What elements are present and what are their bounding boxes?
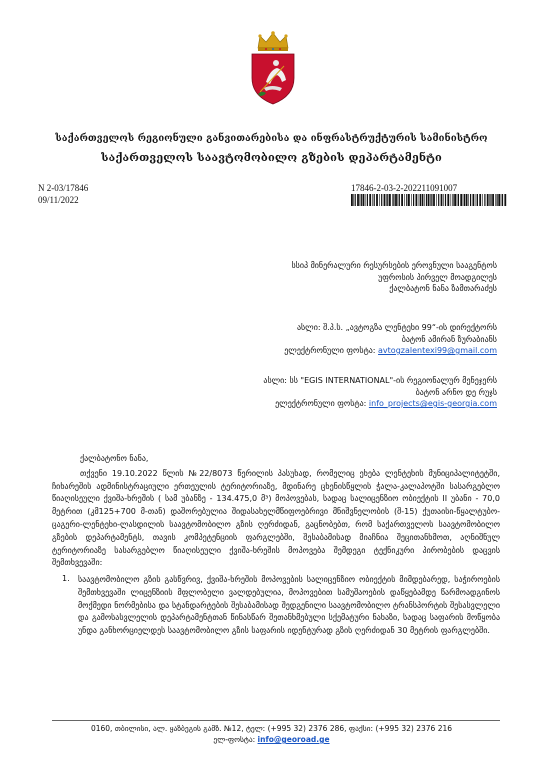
barcode-bar bbox=[443, 194, 444, 206]
barcode-bar bbox=[504, 194, 506, 206]
barcode-bar bbox=[413, 194, 414, 206]
barcode-bar bbox=[420, 194, 421, 206]
barcode-bar bbox=[389, 194, 391, 206]
barcode-bar bbox=[360, 194, 361, 206]
recipient-line: ასლი: სს "EGIS INTERNATIONAL"-ის რეგიონალურ მენეჯერს bbox=[263, 376, 497, 385]
barcode-bar bbox=[468, 194, 469, 206]
barcode-bar bbox=[424, 194, 425, 206]
registry-code: 17846-2-03-2-202211091007 bbox=[351, 183, 458, 193]
barcode-bar bbox=[501, 194, 502, 206]
barcode-bar bbox=[361, 194, 362, 206]
list-item-number: 1. bbox=[62, 574, 70, 583]
barcode-bar bbox=[451, 194, 452, 206]
barcode-bar bbox=[458, 194, 459, 206]
barcode-bar bbox=[395, 194, 397, 206]
barcode-bar bbox=[384, 194, 386, 206]
barcode-bar bbox=[355, 194, 356, 206]
recipient-line: უფროსის პირველ მოადგილეს bbox=[378, 272, 497, 282]
barcode-bar bbox=[386, 194, 387, 206]
barcode-bar bbox=[454, 194, 456, 206]
barcode-bar bbox=[464, 194, 465, 206]
barcode-bar bbox=[487, 194, 489, 206]
barcode-bar bbox=[460, 194, 462, 206]
barcode-bar bbox=[426, 194, 427, 206]
barcode-bar bbox=[357, 194, 359, 206]
footer-email-row bbox=[0, 734, 543, 745]
barcode-bar bbox=[430, 194, 431, 206]
recipient-line: სსიპ მინერალური რესურსების ეროვნული სააგენტოს bbox=[291, 261, 497, 270]
barcode-bar bbox=[392, 194, 393, 206]
barcode-bar bbox=[476, 194, 477, 206]
barcode-bar bbox=[379, 194, 380, 206]
barcode-bar bbox=[436, 194, 437, 206]
recipient-block-main bbox=[291, 260, 497, 295]
shield-icon bbox=[252, 54, 294, 104]
barcode-bar bbox=[431, 194, 432, 206]
barcode-bar bbox=[404, 194, 405, 206]
email-label: ელექტრონული ფოსტა: bbox=[284, 346, 379, 355]
footer bbox=[0, 723, 543, 745]
document-number: N 2-03/17846 bbox=[38, 183, 89, 193]
recipient-line: ბატონ არნო დე რუჯს bbox=[415, 387, 497, 397]
barcode-bar bbox=[428, 194, 430, 206]
barcode-bar bbox=[351, 194, 353, 206]
barcode-bar bbox=[473, 194, 475, 206]
footer-email-link[interactable]: info@georoad.ge bbox=[257, 735, 330, 744]
department-name: საქართველოს საავტომობილო გზების დეპარტამენტი bbox=[101, 151, 442, 164]
barcode-bar bbox=[365, 194, 366, 206]
barcode-bar bbox=[411, 194, 412, 206]
barcode-bar bbox=[363, 194, 365, 206]
barcode-bar bbox=[372, 194, 373, 206]
barcode-bar bbox=[498, 194, 500, 206]
barcode-icon bbox=[351, 194, 507, 206]
barcode-bar bbox=[381, 194, 382, 206]
ministry-name: საქართველოს რეგიონული განვითარებისა და ინფრასტრუქტურის სამინისტრო bbox=[55, 133, 488, 144]
barcode-bar bbox=[484, 194, 485, 206]
footer-email-label: ელ-ფოსტა: bbox=[213, 735, 258, 744]
barcode-bar bbox=[477, 194, 478, 206]
barcode-bar bbox=[495, 194, 496, 206]
salutation: ქალბატონო ნანა, bbox=[80, 454, 149, 463]
barcode-bar bbox=[369, 194, 371, 206]
barcode-bar bbox=[441, 194, 443, 206]
crown-icon bbox=[258, 31, 288, 51]
barcode-bar bbox=[438, 194, 439, 206]
barcode-bar bbox=[490, 194, 491, 206]
barcode-bar bbox=[408, 194, 410, 206]
recipient-block-copy-2 bbox=[263, 375, 497, 410]
email-label: ელექტრონული ფოსტა: bbox=[275, 399, 369, 408]
barcode-bar bbox=[433, 194, 435, 206]
barcode-bar bbox=[416, 194, 418, 206]
barcode-bar bbox=[447, 194, 449, 206]
barcode-bar bbox=[492, 194, 494, 206]
barcode-bar bbox=[422, 194, 424, 206]
recipient-email-link[interactable]: avtogzalentexi99@gmail.com bbox=[378, 346, 497, 355]
document-date: 09/11/2022 bbox=[38, 195, 79, 205]
barcode-bar bbox=[399, 194, 400, 206]
recipient-line: ქალბატონ ნანა ზამთარაძეს bbox=[389, 284, 497, 293]
barcode-bar bbox=[502, 194, 503, 206]
barcode-bar bbox=[479, 194, 481, 206]
recipient-line: ასლი: შ.პ.ს. „ავტოგზა ლენტეხი 99“-ის დირექტორს bbox=[296, 323, 497, 332]
barcode-bar bbox=[393, 194, 394, 206]
recipient-email-link[interactable]: info_projects@egis-georgia.com bbox=[368, 399, 497, 408]
barcode-bar bbox=[445, 194, 446, 206]
barcode-bar bbox=[401, 194, 403, 206]
barcode-bar bbox=[497, 194, 498, 206]
barcode-bar bbox=[353, 194, 354, 206]
footer-divider bbox=[52, 720, 500, 721]
barcode-bar bbox=[489, 194, 490, 206]
body-paragraph: თქვენი 19.10.2022 წლის №22/8073 წერილის პასუხად, რომელიც ეხება ლენტეხის მუნიციპალიტეტში, ჩიხარეშის ადმინისტრაციული ერთეულის ტერიტორიაზე, მდინარე ცხენისწყლის ჭალა-კალაპოტში სასარგებლო წიაღისეული ქვიშა-ხრეშის ( სამ უბანზე - 134.475,0 მ³) მოპოვებას, სადაც სალიცენზიო ობიექტის II უბანი - 70,0 მეტრით (კმ125+700 მ-თან) დაშორებულია შიდასახელმწიფოებრივი მნიშვნელობის (შ-15) ქუთაისი-წყალტუბო-ცაგერი-ლენტეხი-ლასდილის საავტომობილო გზის ღერძიდან, გაცნობებთ, რომ საქართველოს საავტომობილო გზების დეპარტამენტს, თავის კომპეტენციის ფარგლებში, შესაბამისად მიაჩნია შეცითანხმოთ, აღნიშნულ ტერიტორიაზე სასარგებლო წიაღისეული ქვიშა-ხრეშის მოპოვება შემდეგი ტექნიკური პირობების დაცვის შემთხვევაში: bbox=[52, 468, 500, 568]
barcode-bar bbox=[470, 194, 471, 206]
barcode-bar bbox=[463, 194, 464, 206]
recipient-email-row bbox=[284, 345, 497, 357]
coat-of-arms-emblem bbox=[246, 30, 300, 106]
barcode-bar bbox=[466, 194, 468, 206]
letter-body bbox=[52, 453, 500, 570]
barcode-bar bbox=[387, 194, 388, 206]
list-item-text: საავტომობილო გზის გასწვრივ, ქვიშა-ხრეშის მოპოვების სალიცენზიო ობიექტის მიმდებარედ, საჭიროების შემთხვევაში ლიცენზიის მფლობელი ვალდებულია, მოპოვებით სამუშაოების დაწყებამდე წარმოადგინოს მოქმედი ნორმებისა და სტანდარტების შესაბამისად შედგენილი საავტომობილო ტრანსპორტის შესასვლელი და გამოსასვლელის დეპარტამენტთან წინასწარ შეთანხმებული სქემატური ნახაზი, სადაც საფარის მოწყობა უნდა განხორციელდეს საავტომობილო გზის საფარის იდენტურად გზის ღერძიდან 30 მეტრის ფარგლებში. bbox=[78, 575, 500, 636]
barcode-bar bbox=[457, 194, 458, 206]
barcode-bar bbox=[376, 194, 378, 206]
recipient-block-copy-1 bbox=[284, 322, 497, 357]
barcode-bar bbox=[367, 194, 368, 206]
recipient-email-row bbox=[263, 398, 497, 410]
barcode-bar bbox=[482, 194, 483, 206]
barcode-bar bbox=[452, 194, 453, 206]
barcode-bar bbox=[419, 194, 420, 206]
recipient-line: ბატონ ამირან ზურაბიანს bbox=[401, 334, 497, 344]
barcode-bar bbox=[374, 194, 375, 206]
barcode-bar bbox=[406, 194, 407, 206]
footer-address: 0160, თბილისი, ალ. ყაზბეგის გამზ. №12, ტელ: (+995 32) 2376 286, ფაქსი: (+995 32) 2376 216 bbox=[90, 724, 453, 733]
barcode-bar bbox=[398, 194, 399, 206]
